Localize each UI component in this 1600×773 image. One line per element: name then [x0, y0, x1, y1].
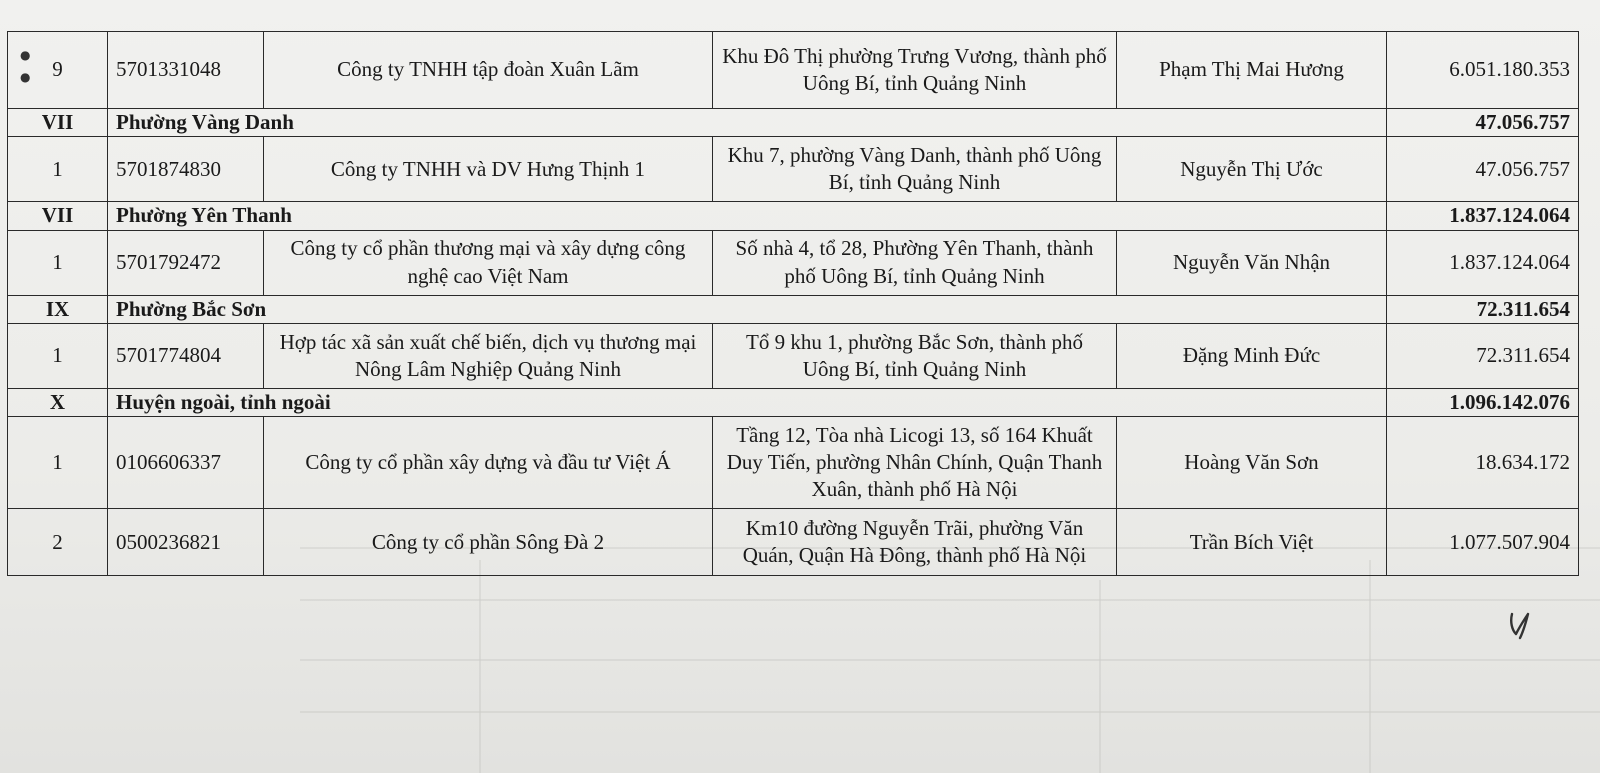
representative: Đặng Minh Đức: [1117, 323, 1387, 388]
initial-mark-icon: [1506, 608, 1536, 640]
amount: 1.837.124.064: [1387, 230, 1579, 295]
representative: Nguyễn Văn Nhận: [1117, 230, 1387, 295]
company-address: Km10 đường Nguyễn Trãi, phường Văn Quán, Quận Hà Đông, thành phố Hà Nội: [713, 509, 1117, 576]
company-name: Công ty cổ phần thương mại và xây dựng công nghệ cao Việt Nam: [264, 230, 713, 295]
table-row: [8, 417, 1579, 509]
tax-code: 5701331048: [108, 32, 264, 109]
table-row: [8, 323, 1579, 388]
business-table: [7, 31, 1579, 576]
section-number: VII: [8, 202, 108, 230]
section-number: X: [8, 388, 108, 416]
company-address: Khu Đô Thị phường Trưng Vương, thành phố Uông Bí, tỉnh Quảng Ninh: [713, 32, 1117, 109]
tax-code: 0500236821: [108, 509, 264, 576]
table-row: [8, 509, 1579, 576]
section-title: Phường Bắc Sơn: [108, 295, 1387, 323]
section-total: 1.837.124.064: [1387, 202, 1579, 230]
section-title: Phường Yên Thanh: [108, 202, 1387, 230]
section-title: Huyện ngoài, tỉnh ngoài: [108, 388, 1387, 416]
amount: 6.051.180.353: [1387, 32, 1579, 109]
company-name: Công ty TNHH tập đoàn Xuân Lãm: [264, 32, 713, 109]
section-row: [8, 295, 1579, 323]
section-number: VII: [8, 109, 108, 137]
row-number: 9: [8, 32, 108, 109]
company-name: Công ty TNHH và DV Hưng Thịnh 1: [264, 137, 713, 202]
section-row: [8, 109, 1579, 137]
row-number: 1: [8, 230, 108, 295]
tax-code: 0106606337: [108, 417, 264, 509]
tax-code: 5701774804: [108, 323, 264, 388]
company-name: Công ty cổ phần Sông Đà 2: [264, 509, 713, 576]
representative: Hoàng Văn Sơn: [1117, 417, 1387, 509]
row-number: 1: [8, 137, 108, 202]
section-title: Phường Vàng Danh: [108, 109, 1387, 137]
section-number: IX: [8, 295, 108, 323]
representative: Nguyễn Thị Ước: [1117, 137, 1387, 202]
amount: 1.077.507.904: [1387, 509, 1579, 576]
binding-hole-icon: ●: [20, 48, 31, 62]
tax-code: 5701792472: [108, 230, 264, 295]
company-name: Công ty cổ phần xây dựng và đầu tư Việt Á: [264, 417, 713, 509]
section-total: 47.056.757: [1387, 109, 1579, 137]
row-number: 1: [8, 323, 108, 388]
company-address: Tổ 9 khu 1, phường Bắc Sơn, thành phố Uông Bí, tỉnh Quảng Ninh: [713, 323, 1117, 388]
amount: 47.056.757: [1387, 137, 1579, 202]
tax-code: 5701874830: [108, 137, 264, 202]
table-row: [8, 137, 1579, 202]
representative: Trần Bích Việt: [1117, 509, 1387, 576]
row-number: 2: [8, 509, 108, 576]
section-row: [8, 202, 1579, 230]
company-address: Khu 7, phường Vàng Danh, thành phố Uông Bí, tỉnh Quảng Ninh: [713, 137, 1117, 202]
section-total: 72.311.654: [1387, 295, 1579, 323]
section-total: 1.096.142.076: [1387, 388, 1579, 416]
row-number: 1: [8, 417, 108, 509]
binding-hole-icon: ●: [20, 70, 31, 84]
representative: Phạm Thị Mai Hương: [1117, 32, 1387, 109]
table-row: [8, 32, 1579, 109]
section-row: [8, 388, 1579, 416]
amount: 72.311.654: [1387, 323, 1579, 388]
table-row: [8, 230, 1579, 295]
company-address: Tầng 12, Tòa nhà Licogi 13, số 164 Khuất Duy Tiến, phường Nhân Chính, Quận Thanh Xuân, thành phố Hà Nội: [713, 417, 1117, 509]
amount: 18.634.172: [1387, 417, 1579, 509]
company-address: Số nhà 4, tổ 28, Phường Yên Thanh, thành phố Uông Bí, tỉnh Quảng Ninh: [713, 230, 1117, 295]
company-name: Hợp tác xã sản xuất chế biến, dịch vụ thương mại Nông Lâm Nghiệp Quảng Ninh: [264, 323, 713, 388]
